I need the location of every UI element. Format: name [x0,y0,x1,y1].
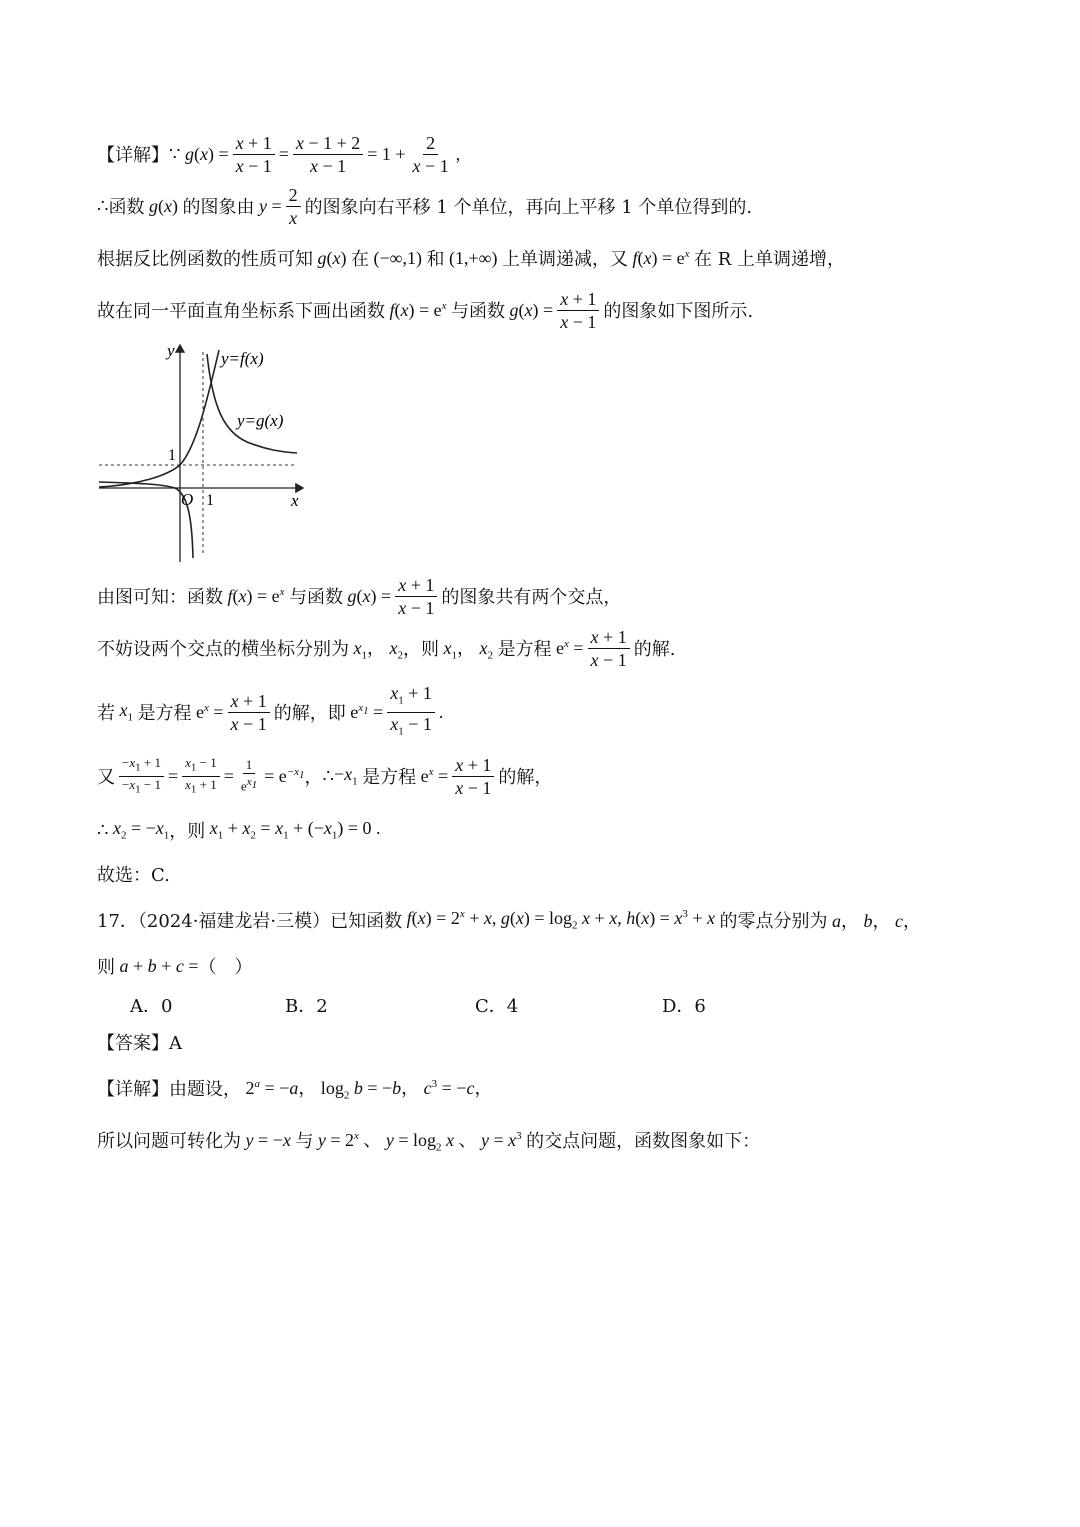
curve-g-right [207,354,297,453]
detail-17-line-2: 所以问题可转化为 y = −x 与 $y = 2^x$ 、 $y = \log_2 x$ 、 $y = x^3$ 的交点问题，函数图象如下： [97,1129,761,1154]
detail-line-9: ∴ $x_2 = -x_1$ ，则 $x_1 + x_2 = x_1 + (-x_1) = 0$ . [97,818,381,842]
label-axis-x: x [291,491,299,510]
label-origin: O [181,490,194,509]
question-17-line-2: 则 a + b + c = （ ） [97,955,253,978]
answer-options [130,992,830,1020]
detail-line-2: ∴ 函数 g(x) 的图象由 y = $\frac{2}{x}$ 的图象向右平移 1 个单位，再向上平移 1 个单位得到的. [97,184,753,228]
detail-line-3: 根据反比例函数的性质可知 g(x) 在 (−∞,1) 和 (1,+∞) 上单调递减，又 $f(x) = e^x$ 在 R 上单调递增， [97,247,846,270]
question-17-line-1: 17．（2024·福建龙岩·三模）已知函数 $f(x) = 2^x + x$, $g(x) = \log_2 x + x$, $h(x) = x^3 + x$ 的零点分别为 a， b， c， [97,908,921,932]
label-tick-1x: 1 [206,492,214,509]
frac-rewrite: $\frac{x - 1 + 2}{x - 1}$ [293,132,363,177]
detail-line-6: 不妨设两个交点的横坐标分别为 $x_1$， $x_2$ ，则 $x_1$， $x_2$ 是方程 $e^x$ = $\frac{x + 1}{x - 1}$ 的解. [97,626,676,670]
curve-f [99,350,219,487]
option-d[interactable]: D．6 [662,996,706,1017]
label-f: y=f(x) [221,349,264,368]
detail-line-4: 故在同一平面直角坐标系下画出函数 $f(x) = e^x$ 与函数 g(x) = $\frac{x + 1}{x - 1}$ 的图象如下图所示. [97,288,754,332]
detail-tag: 【详解】 [97,145,169,166]
option-b[interactable]: B．2 [285,996,328,1017]
function-graph [97,340,317,565]
label-axis-y: y [167,341,175,360]
detail-line-10: 故选：C. [97,865,170,886]
option-a[interactable]: A．0 [130,996,173,1017]
option-c[interactable]: C．4 [475,996,519,1017]
label-tick-1y: 1 [168,447,176,464]
frac-2-x: $\frac{2}{x}$ [286,184,301,229]
detail-line-1: 【详解】 ∵ g(x) = $\frac{x + 1}{x - 1}$ = $\frac{x - 1 + 2}{x - 1}$ = 1 + $\frac{2}{x - 1}$ , [97,132,461,176]
curve-g-left [99,482,193,558]
label-g: y=g(x) [237,411,284,430]
frac-2-xm1: $\frac{2}{x - 1}$ [412,132,449,176]
detail-line-8: 又 $\frac{-x_1 + 1}{-x_1 - 1}$ = $\frac{x_1 - 1}{x_1 + 1}$ = $\frac{1}{e^{x_1}}$ = $e^{-x_1}$ ， ∴ $-x_1$ 是方程 $e^x$ = $\frac{x + 1}{x - 1}$ 的解， [97,754,553,798]
because-symbol: ∵ [169,143,181,165]
detail-17-line-1: 【详解】 由题设， $2^a = -a$， $\log_2 b = -b$， $c^3 = -c$， [97,1078,493,1102]
math-g-def: g(x) = [180,143,229,164]
answer-line: 【答案】A [97,1033,182,1054]
detail-line-7: 若 $x_1$ 是方程 $e^x$ = $\frac{x + 1}{x - 1}$ 的解，即 $e^{x_1}$ = $\frac{x_1 + 1}{x_1 - 1}$ . [97,682,444,738]
frac-xp1-xm1: $\frac{x + 1}{x - 1}$ [233,132,275,177]
detail-line-5: 由图可知：函数 $f(x) = e^x$ 与函数 g(x) = $\frac{x + 1}{x - 1}$ 的图象共有两个交点， [97,574,622,618]
